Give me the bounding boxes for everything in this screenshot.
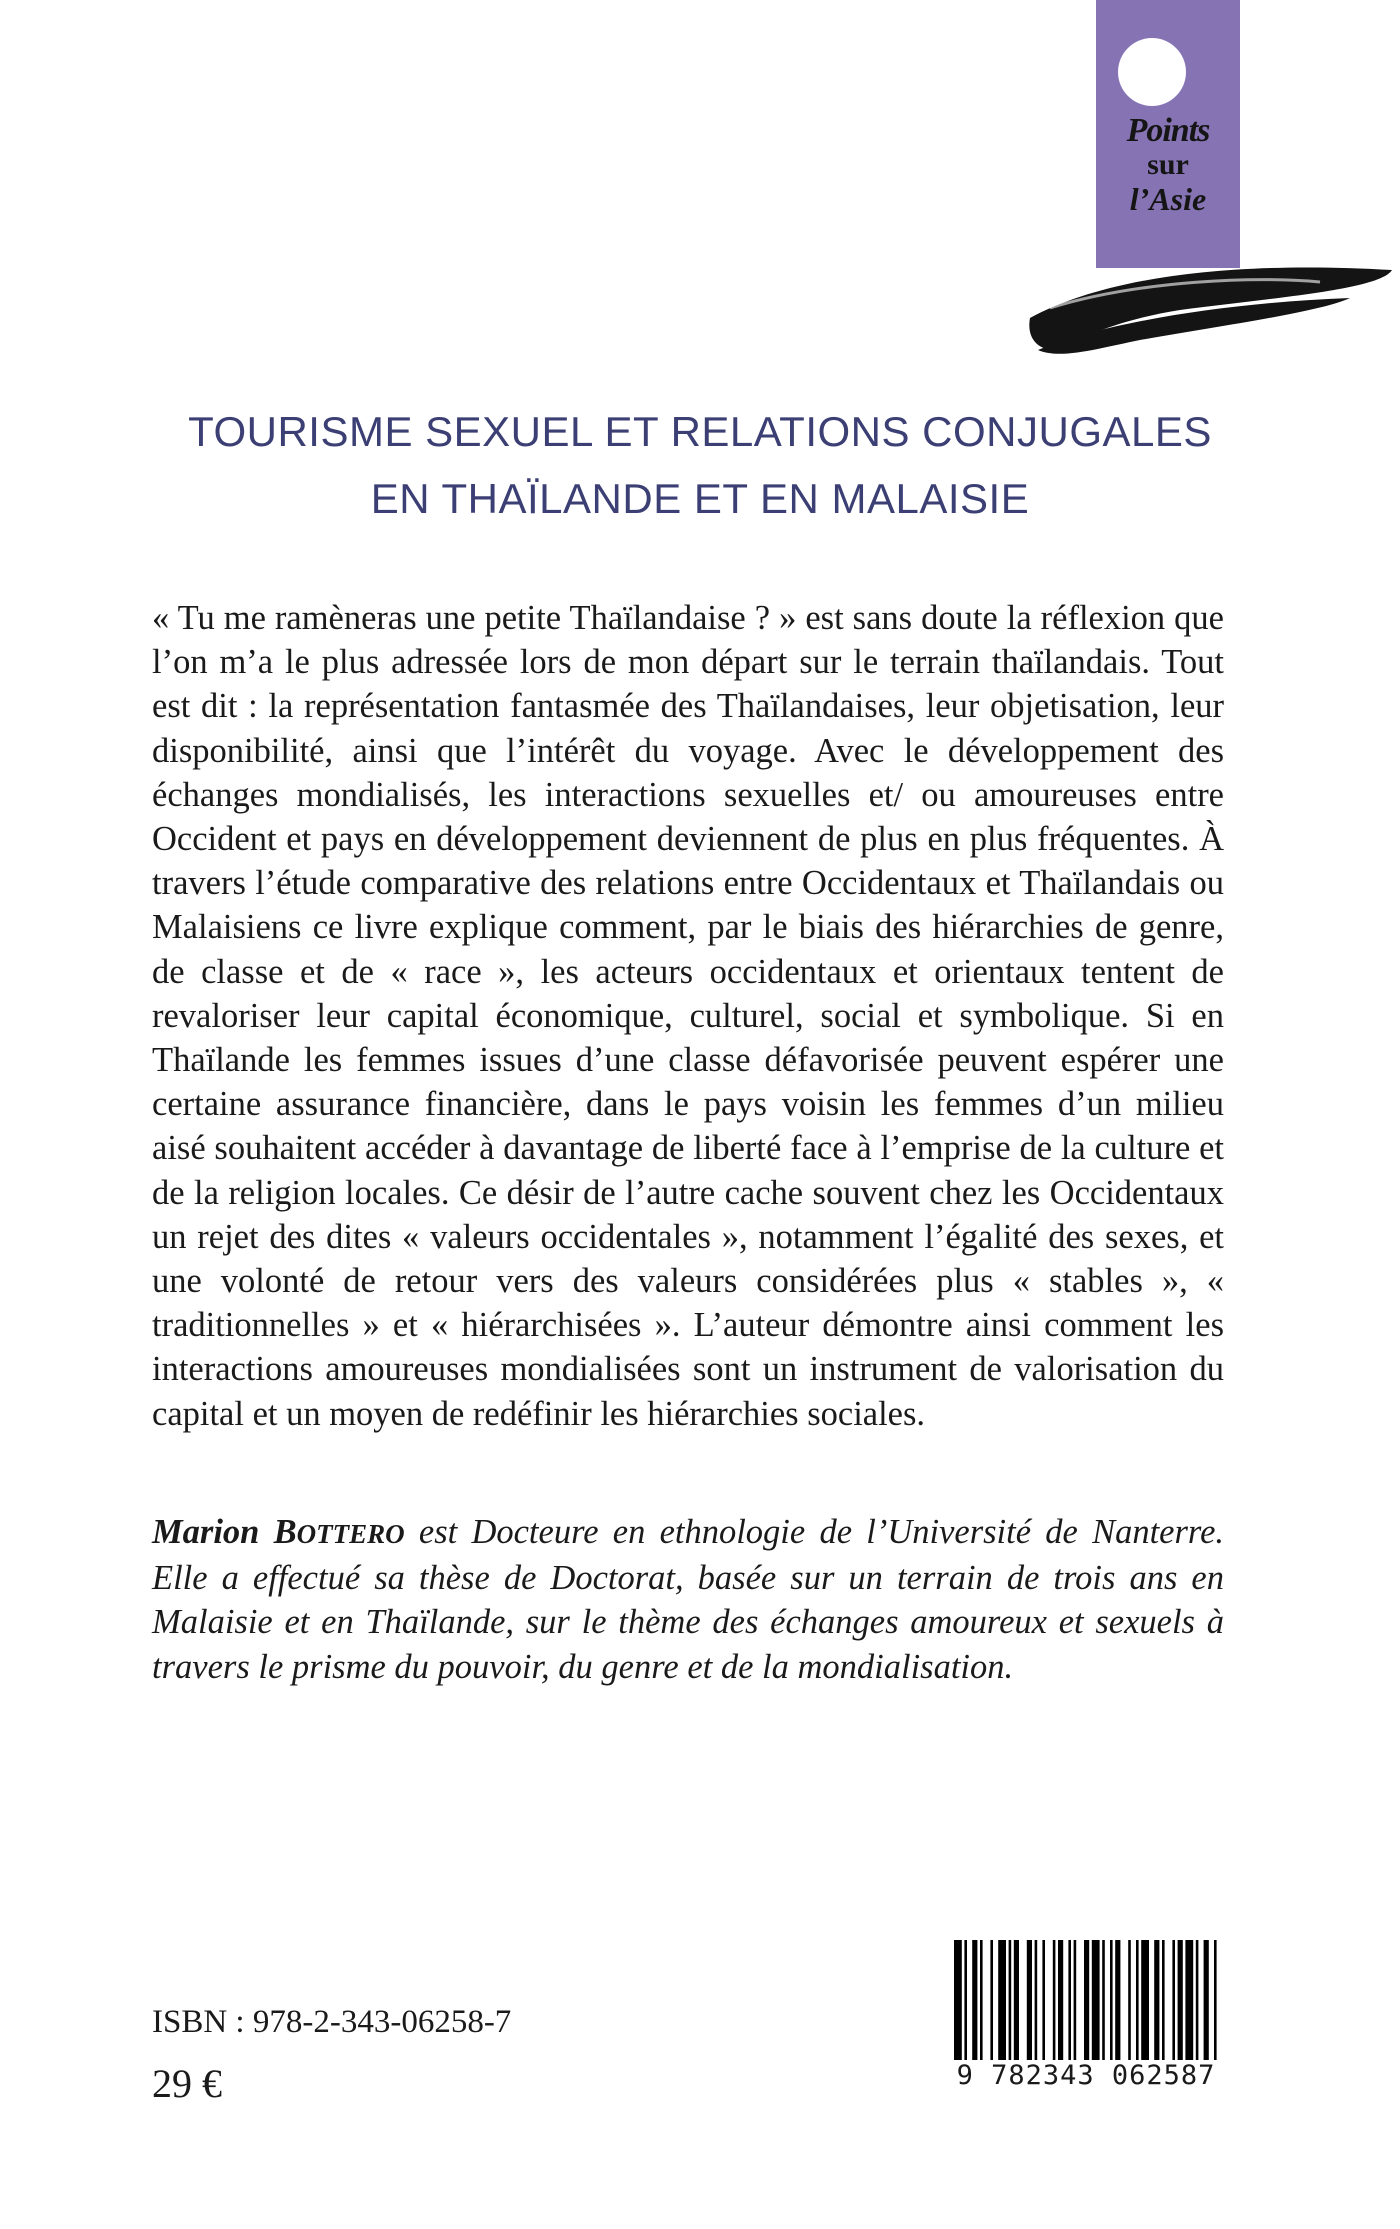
isbn: ISBN : 978-2-343-06258-7 [152, 2004, 512, 2040]
barcode-bar [980, 1940, 983, 2066]
barcode-bar [1009, 1940, 1012, 2066]
author-bio-text: est Docteure en ethnologie de l’Université de Nanterre. Elle a effectué sa thèse de Doctorat, basée sur un terrain de trois ans en Malaisie et en Thaïlande, sur le thème des échanges amoureux et sexuels à travers le prisme du pouvoir, du genre et de la mondialisation. [152, 1513, 1225, 1686]
barcode-bar [1141, 1940, 1149, 2066]
barcode-bar [1074, 1940, 1077, 2066]
barcode-bars [948, 1940, 1224, 2070]
barcode-bar [998, 1940, 1006, 2066]
barcode-bar [1058, 1940, 1063, 2066]
barcode-bar [1092, 1940, 1100, 2066]
author-last-initial: B [273, 1513, 297, 1551]
barcode-bar [1035, 1940, 1038, 2066]
series-line-2: sur [1147, 148, 1189, 181]
author-last-rest: OTTERO [296, 1519, 405, 1549]
barcode-bar [1110, 1940, 1113, 2066]
barcode-bar [1053, 1940, 1056, 2066]
barcode-bar [1204, 1940, 1209, 2066]
barcode-bar [954, 1940, 962, 2066]
barcode-bar [1154, 1940, 1159, 2066]
barcode-bar [1068, 1940, 1071, 2066]
author-first-name: Marion [152, 1513, 274, 1551]
barcode-bar [972, 1940, 977, 2066]
book-title [100, 398, 1300, 532]
series-logo [1096, 114, 1240, 216]
price: 29 € [152, 2061, 222, 2106]
author-name [152, 1513, 405, 1551]
barcode-bar [964, 1940, 967, 2066]
barcode-bar [1027, 1940, 1032, 2066]
barcode-bar [1084, 1940, 1089, 2066]
barcode-bar [1172, 1940, 1175, 2066]
series-line-1: Points [1126, 112, 1210, 149]
series-line-3: l’Asie [1129, 181, 1207, 217]
barcode-bar [1196, 1940, 1199, 2066]
barcode-bar [1214, 1940, 1217, 2066]
barcode-bar [1185, 1940, 1193, 2066]
badge-hole [1118, 38, 1186, 106]
back-cover-blurb: « Tu me ramèneras une petite Thaïlandaise ? » est sans doute la réflexion que l’on m’a le plus adressée lors de mon départ sur le terrain thaïlandais. Tout est dit : la représentation fantasmée des Thaïlandaises, leur objetisation, leur disponibilité, ainsi que l’intérêt du voyage. Avec le développement des échanges mondialisés, les interactions sexuelles et/ ou amoureuses entre Occident et pays en développement deviennent de plus en plus fréquentes. À travers l’étude comparative des relations entre Occidentaux et Thaïlandais ou Malaisiens ce livre explique comment, par le biais des hiérarchies de genre, de classe et de « race », les acteurs occidentaux et orientaux tentent de revaloriser leur capital économique, culturel, social et symbolique. Si en Thaïlande les femmes issues d’une classe défavorisée peuvent espérer une certaine assurance financière, dans le pays voisin les femmes d’un milieu aisé souhaitent accéder à davantage de liberté face à l’emprise de la culture et de la religion locales. Ce désir de l’autre cache souvent chez les Occidentaux un rejet des dites « valeurs occidentales », notamment l’égalité des sexes, et une volonté de retour vers des valeurs considérées plus « stables », « traditionnelles » et « hiérarchisées ». L’auteur démontre ainsi comment les interactions amoureuses mondialisées sont un instrument de valorisation du capital et un moyen de redéfinir les hiérarchies sociales. [152, 599, 1224, 1433]
barcode-bar [1162, 1940, 1165, 2066]
brush-stroke-decoration [1020, 240, 1400, 370]
barcode-bar [1178, 1940, 1183, 2066]
barcode-bar [990, 1940, 993, 2066]
barcode-bar [1014, 1940, 1019, 2066]
barcode-bar [1102, 1940, 1105, 2066]
barcode-bar [1128, 1940, 1131, 2066]
barcode-bar [1042, 1940, 1045, 2066]
title-line-1: TOURISME SEXUEL ET RELATIONS CONJUGALES [188, 408, 1212, 455]
barcode-digits: 9 782343 062587 [948, 2060, 1224, 2091]
barcode-bar [1136, 1940, 1139, 2066]
title-line-2: EN THAÏLANDE ET EN MALAISIE [370, 475, 1030, 522]
barcode-bar [1115, 1940, 1120, 2066]
author-bio [152, 1510, 1224, 1689]
